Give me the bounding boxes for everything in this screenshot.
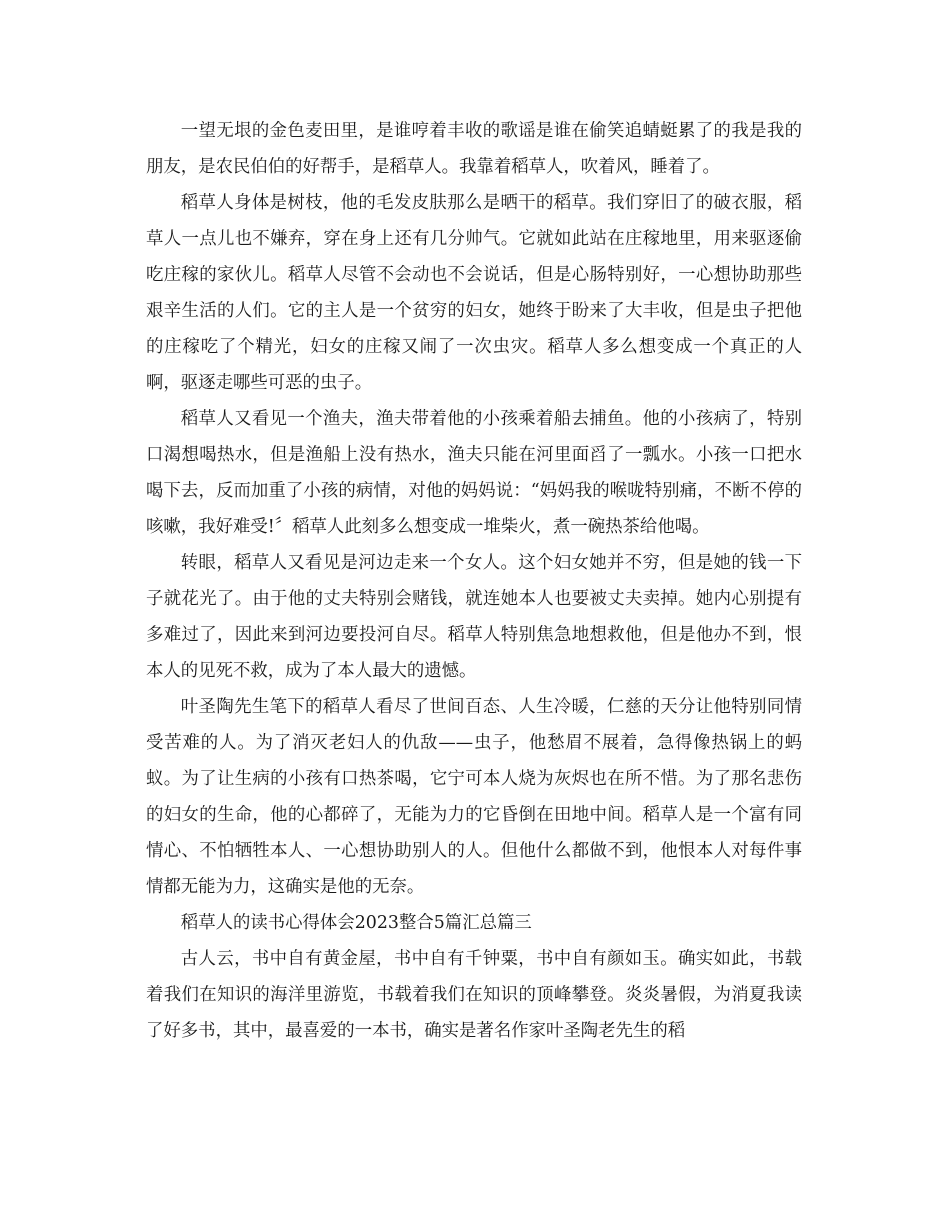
document-body (146, 113, 802, 1049)
paragraph: 叶圣陶先生笔下的稻草人看尽了世间百态、人生冷暖，仁慈的天分让他特别同情受苦难的人。为了消灭老妇人的仇敌——虫子，他愁眉不展着，急得像热锅上的蚂蚁。为了让生病的小孩有口热茶喝，它宁可本人烧为灰烬也在所不惜。为了那名悲伤的妇女的生命，他的心都碎了，无能为力的它昏倒在田地中间。稻草人是一个富有同情心、不怕牺牲本人、一心想协助别人的人。但他什么都做不到，他恨本人对每件事情都无能为力，这确实是他的无奈。 (146, 697, 802, 897)
paragraph: 稻草人又看见一个渔夫，渔夫带着他的小孩乘着船去捕鱼。他的小孩病了，特别口渴想喝热水，但是渔船上没有热水，渔夫只能在河里面舀了一瓢水。小孩一口把水喝下去，反而加重了小孩的病情，对他的妈妈说：“妈妈我的喉咙特别痛，不断不停的咳嗽，我好难受!〞稻草人此刻多么想变成一堆柴火，煮一碗热茶给他喝。 (146, 409, 802, 537)
section-heading: 稻草人的读书心得体会2023整合5篇汇总篇三 (180, 913, 532, 933)
paragraph: 转眼，稻草人又看见是河边走来一个女人。这个妇女她并不穷，但是她的钱一下子就花光了。由于他的丈夫特别会赌钱，就连她本人也要被丈夫卖掉。她内心别提有多难过了，因此来到河边要投河自尽。稻草人特别焦急地想救他，但是他办不到，恨本人的见死不救，成为了本人最大的遗憾。 (146, 553, 802, 681)
paragraph: 古人云，书中自有黄金屋，书中自有千钟粟，书中自有颜如玉。确实如此，书载着我们在知识的海洋里游览，书载着我们在知识的顶峰攀登。炎炎暑假，为消夏我读了好多书，其中，最喜爱的一本书，确实是著名作家叶圣陶老先生的稻 (146, 949, 802, 1041)
paragraph: 一望无垠的金色麦田里，是谁哼着丰收的歌谣是谁在偷笑追蜻蜓累了的我是我的朋友，是农民伯伯的好帮手，是稻草人。我靠着稻草人，吹着风，睡着了。 (146, 121, 802, 177)
paragraph: 稻草人身体是树枝，他的毛发皮肤那么是晒干的稻草。我们穿旧了的破衣服，稻草人一点儿也不嫌弃，穿在身上还有几分帅气。它就如此站在庄稼地里，用来驱逐偷吃庄稼的家伙儿。稻草人尽管不会动也不会说话，但是心肠特别好，一心想协助那些艰辛生活的人们。它的主人是一个贫穷的妇女，她终于盼来了大丰收，但是虫子把他的庄稼吃了个精光，妇女的庄稼又闹了一次虫灾。稻草人多么想变成一个真正的人啊，驱逐走哪些可恶的虫子。 (146, 193, 802, 393)
